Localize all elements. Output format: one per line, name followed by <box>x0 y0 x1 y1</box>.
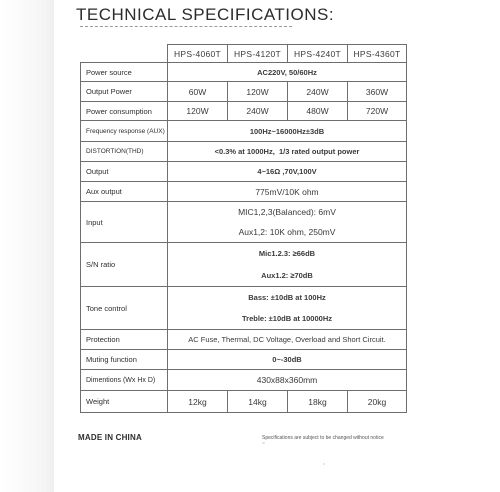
row-value: 430x88x360mm <box>168 370 407 391</box>
distortion-value-b: 1/3 rated output power <box>278 147 360 156</box>
table-row-power-source <box>81 63 407 82</box>
row-label: Frequency response (AUX) <box>81 121 168 142</box>
row-value: Treble: ±10dB at 10000Hz <box>168 308 407 330</box>
model-header: HPS-4240T <box>288 45 348 63</box>
row-label: S/N ratio <box>81 243 168 287</box>
page-edge-shadow <box>0 0 54 492</box>
row-value: Aux1.2: ≥70dB <box>168 265 407 287</box>
row-value: Mic1.2.3: ≥66dB <box>168 243 407 265</box>
row-value: 20kg <box>348 391 407 413</box>
row-value: AC220V, 50/60Hz <box>168 63 407 82</box>
table-row-aux-output <box>81 182 407 202</box>
row-value: 100Hz~16000Hz±3dB <box>168 121 407 142</box>
table-row-output-power <box>81 82 407 102</box>
row-value: Bass: ±10dB at 100Hz <box>168 287 407 308</box>
table-row-power-consumption <box>81 102 407 121</box>
row-value: 480W <box>288 102 348 121</box>
row-value: 0~-30dB <box>168 350 407 370</box>
row-value-group <box>168 142 407 162</box>
model-header: HPS-4360T <box>348 45 407 63</box>
row-label: Weight <box>81 391 168 413</box>
row-value: 120W <box>168 102 228 121</box>
row-value: AC Fuse, Thermal, DC Voltage, Overload and Short Circuit. <box>168 330 407 350</box>
row-label: Muting function <box>81 350 168 370</box>
table-row-input-1 <box>81 202 407 222</box>
row-value: 12kg <box>168 391 228 413</box>
table-row-weight <box>81 391 407 413</box>
row-value: 4~16Ω ,70V,100V <box>168 162 407 182</box>
model-header: HPS-4060T <box>168 45 228 63</box>
made-in-label: MADE IN CHINA <box>78 433 142 442</box>
table-header-row <box>81 45 407 63</box>
row-label: Power consumption <box>81 102 168 121</box>
table-row-output <box>81 162 407 182</box>
row-value: 240W <box>288 82 348 102</box>
row-value: 360W <box>348 82 407 102</box>
page-title: TECHNICAL SPECIFICATIONS: <box>76 5 335 24</box>
row-value: 720W <box>348 102 407 121</box>
row-value: 240W <box>228 102 288 121</box>
row-label: Dimentions (Wx Hx D) <box>81 370 168 391</box>
row-label: Output Power <box>81 82 168 102</box>
table-row-protection <box>81 330 407 350</box>
distortion-value-a: <0.3% at 1000Hz, <box>214 147 275 156</box>
row-label: Aux output <box>81 182 168 202</box>
table-row-muting-function <box>81 350 407 370</box>
table-row-dimensions <box>81 370 407 391</box>
row-label: Tone control <box>81 287 168 330</box>
row-value: 120W <box>228 82 288 102</box>
row-value: 775mV/10K ohm <box>168 182 407 202</box>
table-row-sn-ratio-1 <box>81 243 407 265</box>
header-blank-cell <box>81 45 168 63</box>
row-value: MIC1,2,3(Balanced): 6mV <box>168 202 407 222</box>
row-value: Aux1,2: 10K ohm, 250mV <box>168 222 407 243</box>
row-label: DISTORTION(THD) <box>81 142 168 162</box>
row-label: Protection <box>81 330 168 350</box>
print-speck <box>262 442 265 444</box>
table-row-frequency-response <box>81 121 407 142</box>
row-value: 60W <box>168 82 228 102</box>
table-row-tone-control-1 <box>81 287 407 308</box>
table-row-distortion <box>81 142 407 162</box>
row-label: Input <box>81 202 168 243</box>
row-value: 14kg <box>228 391 288 413</box>
row-value: 18kg <box>288 391 348 413</box>
model-header: HPS-4120T <box>228 45 288 63</box>
print-speck <box>323 463 325 465</box>
row-label: Output <box>81 162 168 182</box>
specs-notice: Specifications are subject to be changed without notice <box>262 435 384 441</box>
row-label: Power source <box>81 63 168 82</box>
spec-table <box>80 44 407 413</box>
title-underline <box>80 26 292 27</box>
